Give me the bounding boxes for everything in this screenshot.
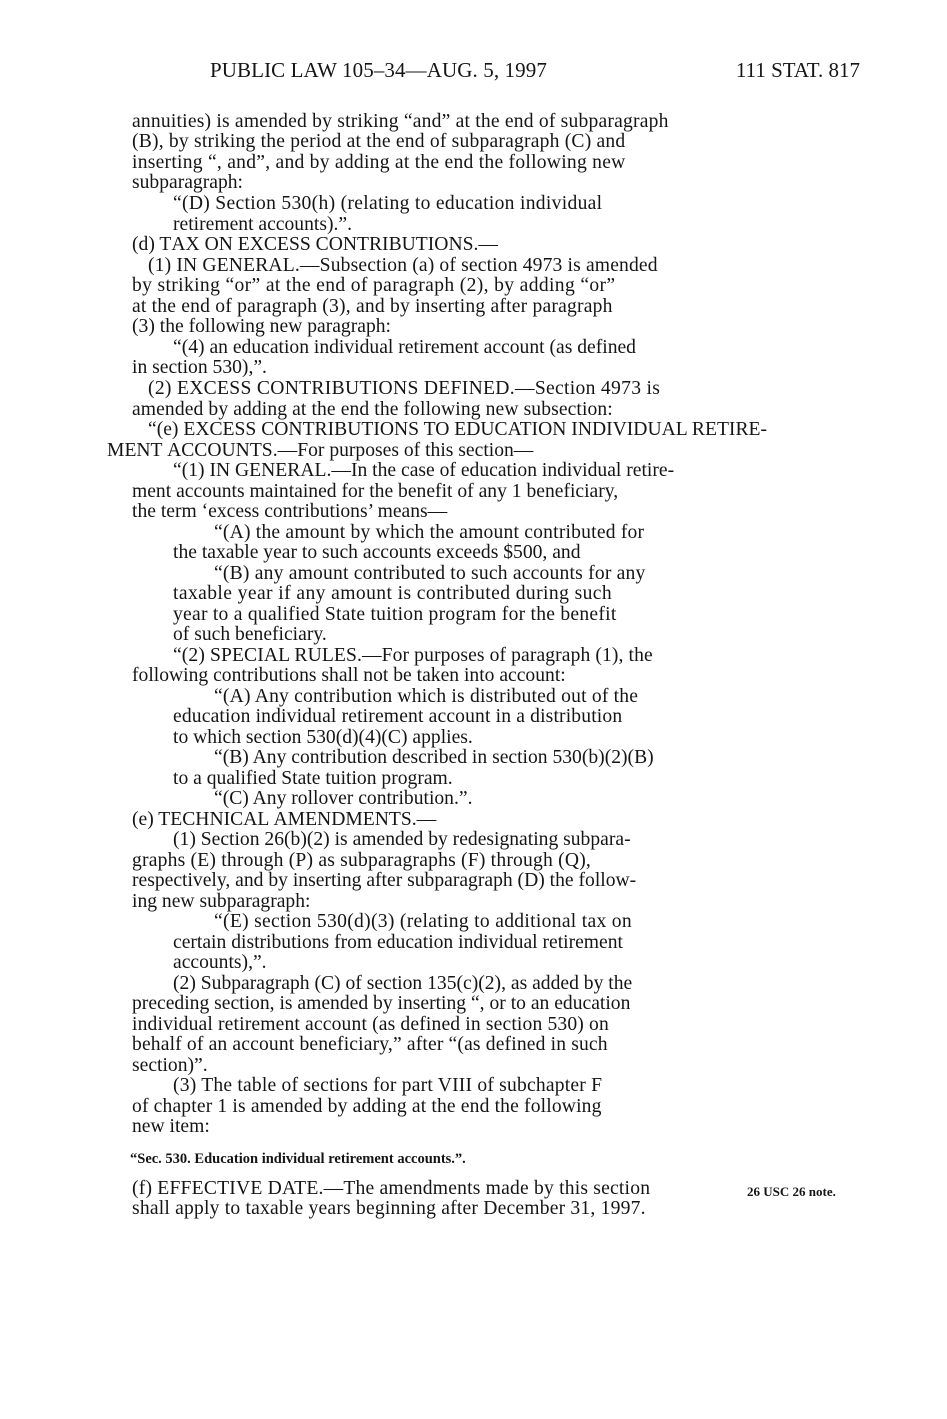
body-line: “(E) section 530(d)(3) (relating to additional tax on bbox=[214, 911, 632, 932]
paragraph-heading: “(1) IN GENERAL.—In the case of education individual retire- bbox=[173, 460, 675, 481]
heading-prefix: (d) T bbox=[132, 234, 172, 255]
paragraph-heading: “(2) SPECIAL RULES.—For purposes of paragraph (1), the bbox=[173, 645, 653, 666]
body-line: “(D) Section 530(h) (relating to education individual bbox=[173, 193, 603, 214]
law-citation: PUBLIC LAW 105–34—AUG. 5, 1997 bbox=[210, 58, 547, 82]
body-line: individual retirement account (as defined in section 530) on bbox=[132, 1014, 609, 1035]
subsection-heading-f: (f) EFFECTIVE DATE.—The amendments made by this section bbox=[132, 1178, 651, 1199]
body-line: taxable year if any amount is contributed during such bbox=[173, 583, 613, 604]
body-line: annuities) is amended by striking “and” at the end of subparagraph bbox=[132, 111, 669, 132]
body-line: section)”. bbox=[132, 1055, 208, 1076]
body-line: the term ‘excess contributions’ means— bbox=[132, 501, 448, 522]
body-line: ment accounts maintained for the benefit of any 1 beneficiary, bbox=[132, 481, 619, 502]
body-line: certain distributions from education individual retirement bbox=[173, 932, 623, 953]
body-line: (B), by striking the period at the end of subparagraph (C) and bbox=[132, 131, 626, 152]
body-line: “(A) Any contribution which is distributed out of the bbox=[214, 686, 639, 707]
body-line: of such beneficiary. bbox=[173, 624, 327, 645]
body-line: (2) Subparagraph (C) of section 135(c)(2), as added by the bbox=[173, 973, 633, 994]
body-line: to which section 530(d)(4)(C) applies. bbox=[173, 727, 473, 748]
body-line: “(C) Any rollover contribution.”. bbox=[214, 788, 473, 809]
subsection-heading-d: (d) TAX ON EXCESS CONTRIBUTIONS.— bbox=[132, 234, 498, 255]
subsection-heading-e-cont: MENT ACCOUNTS.—For purposes of this section— bbox=[107, 440, 534, 461]
statute-page-reference: 111 STAT. 817 bbox=[735, 58, 860, 82]
body-line: (1) Section 26(b)(2) is amended by redesignating subpara- bbox=[173, 829, 631, 850]
body-line: accounts),”. bbox=[173, 952, 267, 973]
body-line: preceding section, is amended by inserting “, or to an education bbox=[132, 993, 631, 1014]
body-line: (3) the following new paragraph: bbox=[132, 316, 391, 337]
body-line: ing new subparagraph: bbox=[132, 891, 311, 912]
table-of-sections-item: “Sec. 530. Education individual retirement accounts.”. bbox=[130, 1151, 466, 1167]
margin-note: 26 USC 26 note. bbox=[747, 1184, 836, 1199]
body-line: graphs (E) through (P) as subparagraphs (F) through (Q), bbox=[132, 850, 592, 871]
body-line: “(4) an education individual retirement account (as defined bbox=[173, 337, 636, 358]
body-line: new item: bbox=[132, 1116, 210, 1137]
paragraph-heading: (1) IN GENERAL.—Subsection (a) of section 4973 is amended bbox=[148, 255, 658, 276]
body-line: to a qualified State tuition program. bbox=[173, 768, 453, 789]
page-header bbox=[210, 58, 860, 86]
body-line: shall apply to taxable years beginning after December 31, 1997. bbox=[132, 1198, 646, 1219]
subsection-heading: (e) TECHNICAL AMENDMENTS.— bbox=[132, 809, 437, 830]
body-line: following contributions shall not be taken into account: bbox=[132, 665, 566, 686]
subsection-heading-e: “(e) EXCESS CONTRIBUTIONS TO EDUCATION INDIVIDUAL RETIRE- bbox=[148, 419, 768, 440]
body-line: by striking “or” at the end of paragraph (2), by adding “or” bbox=[132, 275, 616, 296]
body-line: in section 530),”. bbox=[132, 357, 267, 378]
body-line: “(B) Any contribution described in section 530(b)(2)(B) bbox=[214, 747, 654, 768]
body-line: the taxable year to such accounts exceeds $500, and bbox=[173, 542, 581, 563]
paragraph-heading: (2) EXCESS CONTRIBUTIONS DEFINED.—Section 4973 is bbox=[148, 378, 661, 399]
body-line: retirement accounts).”. bbox=[173, 214, 352, 235]
body-line: at the end of paragraph (3), and by inserting after paragraph bbox=[132, 296, 613, 317]
body-line: (3) The table of sections for part VIII of subchapter F bbox=[173, 1075, 603, 1096]
body-line: respectively, and by inserting after subparagraph (D) the follow- bbox=[132, 870, 637, 891]
body-line: “(B) any amount contributed to such accounts for any bbox=[214, 563, 646, 584]
body-line: year to a qualified State tuition program for the benefit bbox=[173, 604, 617, 625]
body-line: of chapter 1 is amended by adding at the end the following bbox=[132, 1096, 602, 1117]
body-line: amended by adding at the end the following new subsection: bbox=[132, 399, 613, 420]
body-line: education individual retirement account in a distribution bbox=[173, 706, 623, 727]
body-line: behalf of an account beneficiary,” after “(as defined in such bbox=[132, 1034, 608, 1055]
body-line: subparagraph: bbox=[132, 172, 243, 193]
body-line: inserting “, and”, and by adding at the end the following new bbox=[132, 152, 626, 173]
body-line: “(A) the amount by which the amount contributed for bbox=[214, 522, 645, 543]
